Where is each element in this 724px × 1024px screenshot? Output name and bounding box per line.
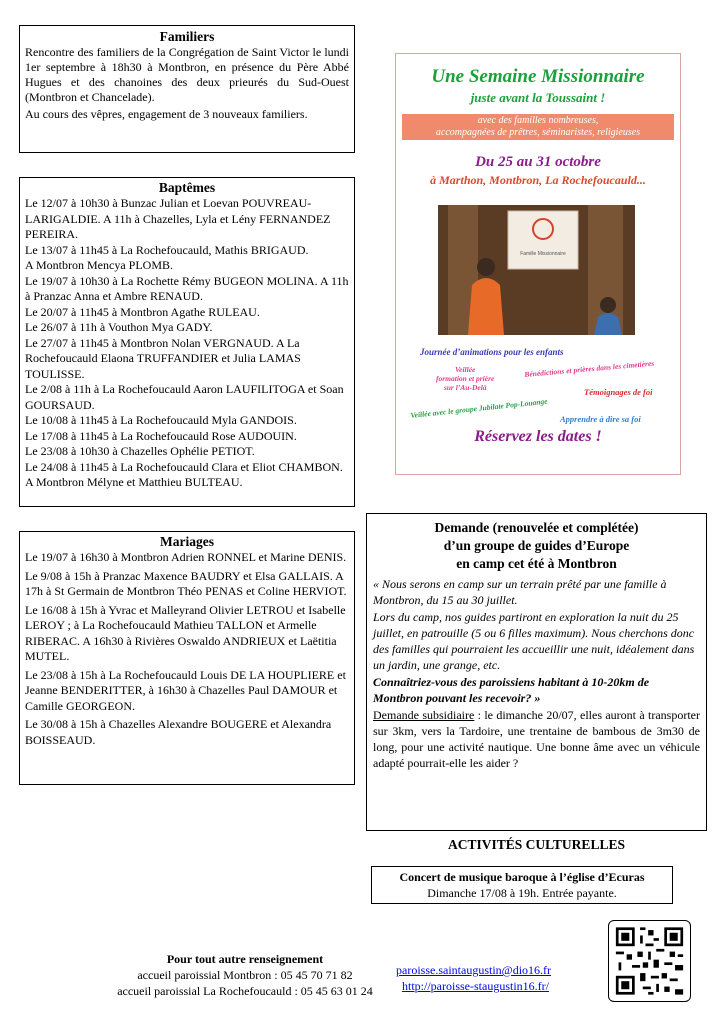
list-item: Le 10/08 à 11h45 à La Rochefoucauld Myla GANDOIS.: [25, 413, 297, 427]
contact-rochefoucauld: accueil paroissial La Rochefoucauld : 05 45 63 01 24: [117, 984, 373, 998]
contact-block: [60, 951, 430, 999]
familiers-paragraph-1: Rencontre des familiers de la Congrégation de Saint Victor le lundi 1er septembre à 18h30 à Montbron, en présence du Père Abbé Hugues et des chanoines des deux prieurés du Sud-Ouest (Montbron et Chancelade).: [25, 45, 349, 104]
poster-band-line-2: accompagnées de prêtres, séminaristes, religieuses: [435, 127, 641, 138]
poster-places: à Marthon, Montbron, La Rochefoucauld...: [430, 173, 646, 187]
demande-title-1: Demande (renouvelée et complétée): [434, 520, 639, 535]
baptemes-title: Baptêmes: [158, 180, 216, 195]
familiers-box: [19, 25, 355, 153]
contact-montbron: accueil paroissial Montbron : 05 45 70 71 82: [137, 968, 353, 982]
poster-line-2a: Veillée: [454, 365, 476, 374]
list-item: Le 30/08 à 15h à Chazelles Alexandre BOUGERE et Alexandra BOISSEAUD.: [25, 717, 332, 747]
list-item: Le 20/07 à 11h45 à Montbron Agathe RULEAU.: [25, 304, 260, 319]
qr-code-icon: [610, 922, 689, 1000]
demande-subsidiaire-text: : le dimanche 20/07, elles auront à transporter sur 3km, vers la Tardoire, une trentaine de bambous de 3m30 de long, pour une activité nautique. Une bonne âme avec un véhicule adapté pourrait-elle les aider ?: [373, 708, 700, 770]
email-link[interactable]: paroisse.saintaugustin@dio16.fr: [396, 963, 552, 977]
poster-band: [402, 114, 674, 140]
list-item: Le 23/08 à 15h à La Rochefoucauld Louis DE LA HOUPLIERE et Jeanne BENDERITTER, à 16h30 à Chazelles Paul DAMOUR et Camille GEORGEON.: [25, 667, 346, 713]
demande-paragraph-1: « Nous serons en camp sur un terrain prêté par une famille à Montbron, du 15 au 30 juillet.: [373, 577, 667, 607]
demande-paragraph-3: Connaîtriez-vous des paroissiens habitant à 10-20km de Montbron pouvant les recevoir? »: [373, 675, 650, 705]
mariages-box: [19, 531, 355, 785]
list-item: Le 19/07 à 16h30 à Montbron Adrien RONNEL et Marine DENIS.: [25, 550, 347, 564]
activites-title: ACTIVITÉS CULTURELLES: [448, 837, 625, 852]
list-item: Le 24/08 à 11h45 à La Rochefoucauld Clara et Eliot CHAMBON. A Montbron Mélyne et Matthieu BULTEAU.: [25, 459, 343, 489]
mariages-title: Mariages: [160, 534, 214, 549]
concert-text: Dimanche 17/08 à 19h. Entrée payante.: [427, 886, 617, 900]
demande-paragraph-4: [373, 707, 700, 771]
demande-paragraph-2: Lors du camp, nos guides partiront en exploration la nuit du 25 juillet, en patrouille (5 ou 6 filles maximum). Nous cherchons donc des familles qui pourraient les accueillir une nuit, idéalement dans un jardin, une grange, etc.: [373, 610, 695, 672]
poster-cta: Réservez les dates !: [474, 428, 602, 445]
poster-line-2b: formation et prière: [436, 374, 495, 383]
contact-title: Pour tout autre renseignement: [166, 952, 324, 966]
demande-subsidiaire-label: Demande subsidiaire: [373, 708, 475, 722]
poster-line-2: [436, 365, 494, 392]
list-item: Le 12/07 à 10h30 à Bunzac Julian et Loevan POUVREAU-LARIGALDIE. A 11h à Chazelles, Lyla et Lény FERNANDEZ PEREIRA.: [25, 196, 331, 241]
familiers-paragraph-2: Au cours des vêpres, engagement de 3 nouveaux familiers.: [25, 107, 308, 121]
list-item: A Montbron Mencya PLOMB.: [25, 258, 173, 272]
poster-line-6: Apprendre à dire sa foi: [560, 414, 641, 424]
poster-band-line-1: avec des familles nombreuses,: [477, 115, 599, 126]
contact-links: [396, 962, 586, 994]
list-item: Le 2/08 à 11h à La Rochefoucauld Aaron LAUFILITOGA et Soan GOURSAUD.: [25, 382, 344, 412]
poster-line-3: Bénédictions et prières dans les cimetières: [524, 358, 655, 379]
list-item: Le 27/07 à 11h45 à Montbron Nolan VERGNAUD. A La Rochefoucauld Elaona TRUFFANDIER et Julia LAMAS TOULISSE.: [25, 335, 301, 381]
familiers-title: Familiers: [159, 29, 215, 44]
demande-title-3: en camp cet été à Montbron: [456, 556, 617, 571]
poster-subtitle: juste avant la Toussaint !: [470, 90, 606, 105]
poster-banner-text: Famille Missionnaire: [520, 251, 566, 257]
poster-line-5: Veillée avec le groupe Jubilate Pop-Louange: [410, 396, 548, 420]
poster-line-4: Témoignages de foi: [584, 387, 653, 397]
concert-title: Concert de musique baroque à l’église d’Ecuras: [399, 870, 645, 884]
baptemes-list: [25, 196, 349, 491]
poster-line-1: Journée d’animations pour les enfants: [420, 347, 564, 357]
mariages-list: [25, 550, 349, 748]
list-item: Le 13/07 à 11h45 à La Rochefoucauld, Mathis BRIGAUD.: [25, 242, 309, 257]
demande-box: [366, 513, 707, 831]
demande-title-2: d’un groupe de guides d’Europe: [443, 538, 630, 553]
poster-photo-illustration: [438, 205, 635, 335]
poster-title: Une Semaine Missionnaire: [431, 66, 645, 87]
poster-dates: Du 25 au 31 octobre: [475, 154, 601, 170]
list-item: Le 23/08 à 10h30 à Chazelles Ophélie PETIOT.: [25, 444, 255, 458]
list-item: Le 19/07 à 10h30 à La Rochette Rémy BUGEON MOLINA. A 11h à Pranzac Anna et Ambre RENAUD.: [25, 273, 349, 303]
website-link[interactable]: http://paroisse-staugustin16.fr/: [402, 979, 549, 993]
concert-box: [371, 866, 673, 904]
list-item: Le 17/08 à 11h45 à La Rochefoucauld Rose AUDOUIN.: [25, 428, 297, 443]
poster-line-2c: sur l’Au-Delà: [443, 383, 487, 392]
list-item: Le 26/07 à 11h à Vouthon Mya GADY.: [25, 320, 213, 334]
mission-poster: [395, 53, 681, 475]
list-item: Le 16/08 à 15h à Yvrac et Malleyrand Olivier LETROU et Isabelle LEROY ; à La Rochefoucauld Mathieu TALLON et Armelle RIBERAC. A 16h30 à Rivières Oswaldo ANDRIEUX et Laëtitia MUTEL.: [25, 602, 346, 663]
baptemes-box: [19, 177, 355, 507]
list-item: Le 9/08 à 15h à Pranzac Maxence BAUDRY et Elsa GALLAIS. A 17h à St Germain de Montbron Théo PENAS et Coline HERVIOT.: [25, 568, 347, 598]
qr-code[interactable]: [608, 920, 691, 1002]
poster-photo: [438, 205, 635, 335]
